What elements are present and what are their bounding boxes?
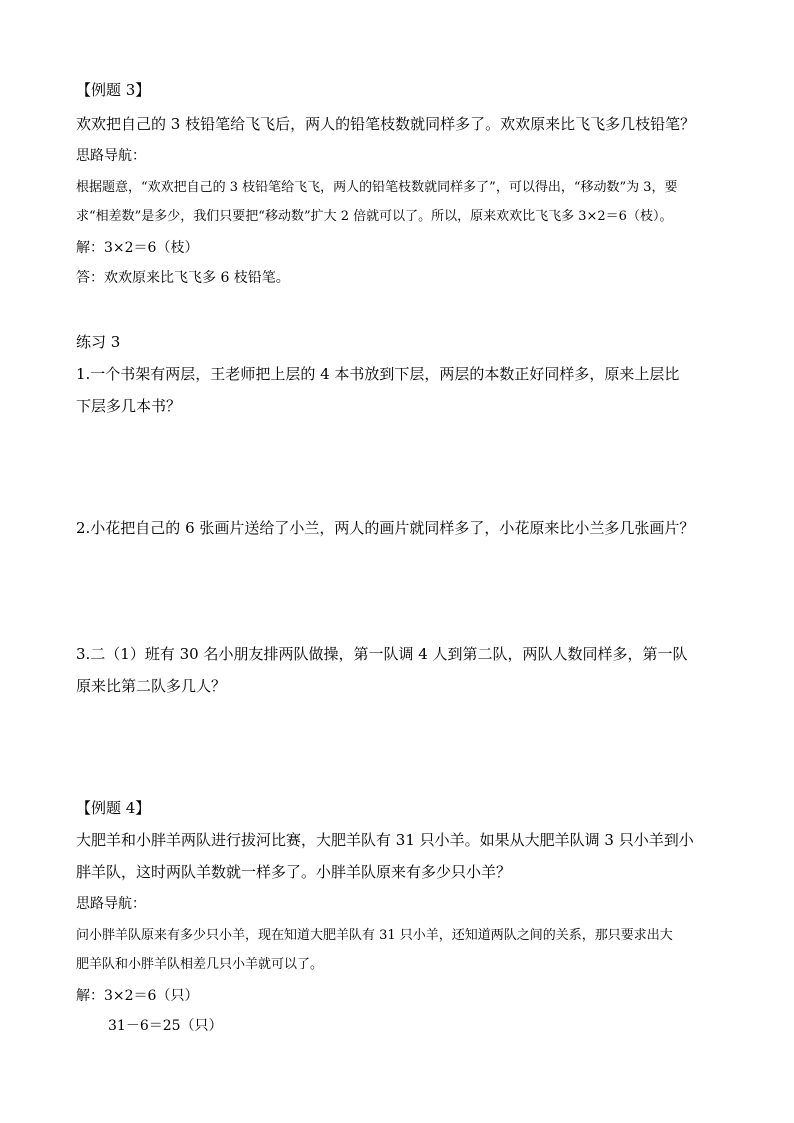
- example4-solution-line2: 31－6＝25（只）: [108, 1018, 223, 1034]
- practice3-q2: 2.小花把自己的 6 张画片送给了小兰，两人的画片就同样多了，小花原来比小兰多几张画片？: [76, 519, 695, 537]
- example4-question-line1: 大肥羊和小胖羊两队进行拔河比赛，大肥羊队有 31 只小羊。如果从大肥羊队调 3 只小羊到小: [76, 831, 694, 849]
- practice3-q1-line1: 1.一个书架有两层，王老师把上层的 4 本书放到下层，两层的本数正好同样多，原来上层比: [76, 365, 680, 383]
- practice3-q3-line2: 原来比第二队多几人？: [76, 677, 227, 695]
- example3-hint-line1: 根据题意，“欢欢把自己的 3 枝铅笔给飞飞，两人的铅笔枝数就同样多了”，可以得出，“移动数”为 3，要: [76, 180, 678, 195]
- example4-hint-line2: 肥羊队和小胖羊队相差几只小羊就可以了。: [76, 957, 324, 972]
- example4-hint-line1: 问小胖羊队原来有多少只小羊，现在知道大肥羊队有 31 只小羊，还知道两队之间的关系，那只要求出大: [76, 928, 673, 943]
- example4-solution-line1: 解：3×2＝6（只）: [76, 988, 199, 1004]
- example3-title: 【例题 3】: [76, 81, 151, 99]
- practice3-q1-line2: 下层多几本书？: [76, 397, 182, 415]
- example3-answer: 答：欢欢原来比飞飞多 6 枝铅笔。: [76, 270, 290, 286]
- example3-hint-label: 思路导航：: [76, 148, 146, 164]
- example4-question-line2: 胖羊队，这时两队羊数就一样多了。小胖羊队原来有多少只小羊？: [76, 863, 512, 881]
- example3-question: 欢欢把自己的 3 枝铅笔给飞飞后，两人的铅笔枝数就同样多了。欢欢原来比飞飞多几枝铅笔？: [76, 115, 696, 133]
- example3-solution: 解：3×2＝6（枝）: [76, 240, 199, 256]
- example3-hint-line2: 求“相差数”是多少，我们只要把“移动数”扩大 2 倍就可以了。所以，原来欢欢比飞飞多 3×2＝6（枝）。: [76, 209, 673, 224]
- example4-hint-label: 思路导航：: [76, 896, 146, 912]
- practice3-title: 练习 3: [76, 333, 121, 351]
- example4-title: 【例题 4】: [76, 799, 151, 817]
- practice3-q3-line1: 3.二（1）班有 30 名小朋友排两队做操，第一队调 4 人到第二队，两队人数同样多，第一队: [76, 645, 688, 663]
